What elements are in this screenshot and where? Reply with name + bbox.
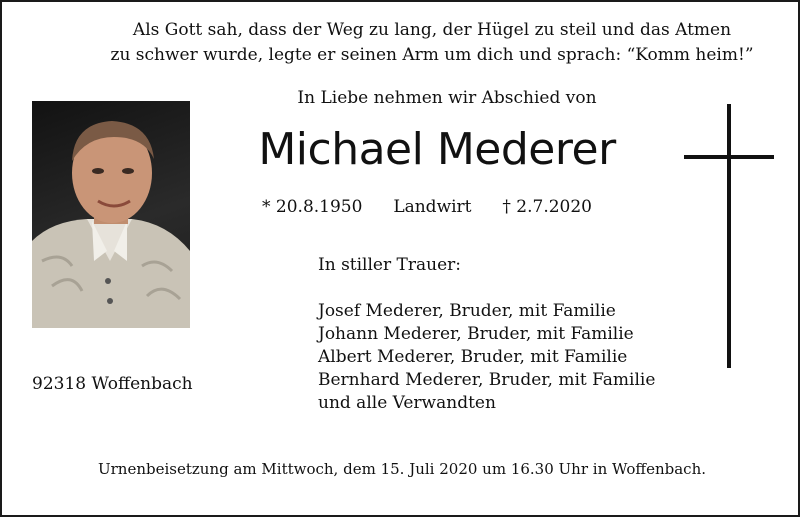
verse <box>102 18 762 68</box>
death-date: † 2.7.2020 <box>502 197 592 217</box>
funeral-notice: Urnenbeisetzung am Mittwoch, dem 15. Juli 2020 um 16.30 Uhr in Woffenbach. <box>98 460 706 478</box>
verse-line-2: zu schwer wurde, legte er seinen Arm um dich und sprach: “Komm heim!” <box>110 45 754 65</box>
deceased-name: Michael Mederer <box>258 124 616 175</box>
intro-text: In Liebe nehmen wir Abschied von <box>297 88 597 108</box>
cross-icon <box>684 104 774 368</box>
occupation: Landwirt <box>393 197 472 217</box>
portrait-illustration <box>32 101 190 328</box>
mourners-block <box>318 254 658 415</box>
mourner-item: Albert Mederer, Bruder, mit Familie <box>318 347 628 367</box>
life-dates <box>262 197 592 217</box>
mourner-item: Josef Mederer, Bruder, mit Familie <box>318 301 616 321</box>
portrait-photo <box>32 101 190 328</box>
mourning-heading: In stiller Trauer: <box>318 255 461 275</box>
mourner-list <box>318 300 658 415</box>
birth-date: * 20.8.1950 <box>262 197 363 217</box>
verse-line-1: Als Gott sah, dass der Weg zu lang, der Hügel zu steil und das Atmen <box>132 20 732 40</box>
mourner-item: und alle Verwandten <box>318 393 496 413</box>
mourner-item: Johann Mederer, Bruder, mit Familie <box>318 324 634 344</box>
hometown: 92318 Woffenbach <box>32 374 193 394</box>
mourner-item: Bernhard Mederer, Bruder, mit Familie <box>318 370 656 390</box>
